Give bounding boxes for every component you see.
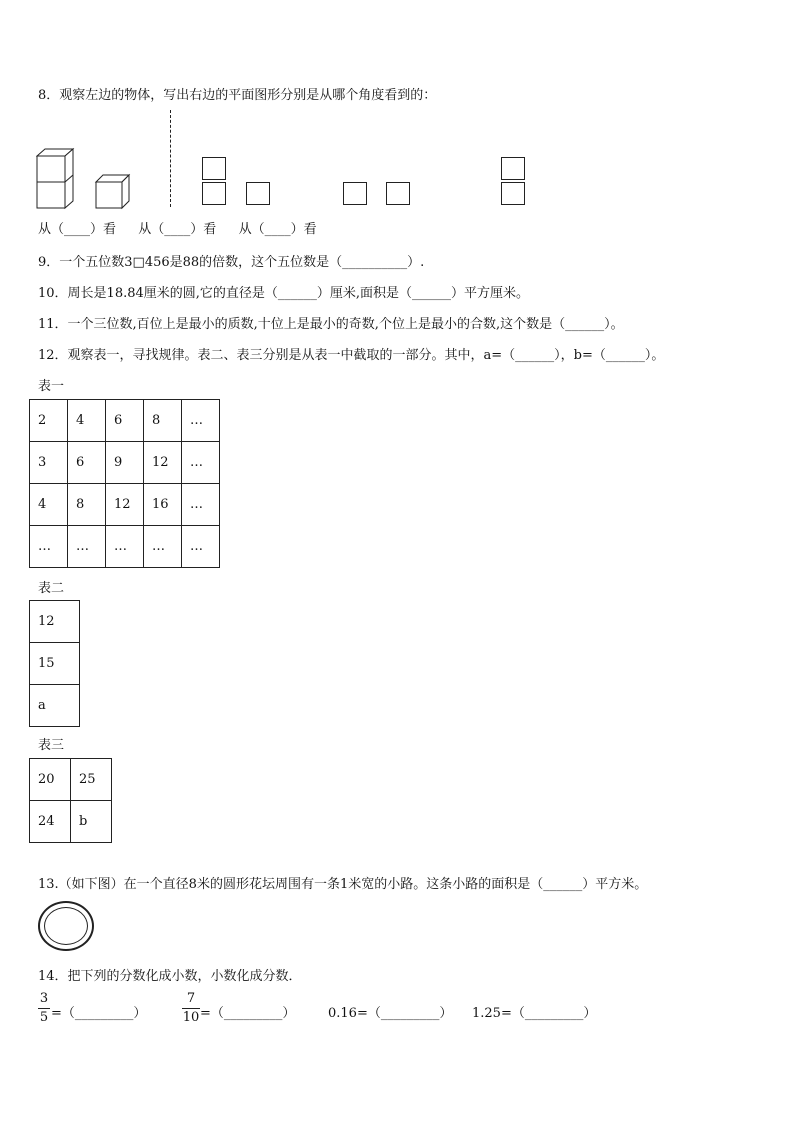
- table3: [29, 758, 112, 843]
- view2-square-left: [343, 182, 367, 205]
- table1-cell: 12: [106, 484, 144, 526]
- q14-answer-3: 0.16=（_________）: [328, 1006, 453, 1021]
- q8-answer-labels: [38, 218, 317, 237]
- table1-cell: …: [182, 442, 220, 484]
- view3-square-bottom: [501, 182, 525, 205]
- divider-dashed-line: [170, 110, 171, 207]
- single-cube: [96, 175, 129, 208]
- fraction-7-10: [182, 991, 200, 1026]
- question-8-text: 8．观察左边的物体，写出右边的平面图形分别是从哪个角度看到的：: [38, 88, 437, 103]
- view1-square-bottom: [202, 182, 226, 205]
- table1-cell: 16: [144, 484, 182, 526]
- q8-label-2: 从（____）看: [138, 222, 217, 237]
- fraction-numerator: 7: [186, 991, 196, 1006]
- table1-cell: 8: [68, 484, 106, 526]
- stacked-cubes-figure: [36, 146, 136, 210]
- table3-cell: 25: [71, 759, 112, 801]
- table1-cell: …: [30, 526, 68, 568]
- q8-label-1: 从（____）看: [38, 222, 117, 237]
- question-9-text: 9．一个五位数3□456是88的倍数，这个五位数是（__________）.: [38, 255, 425, 270]
- fraction-denominator: 5: [39, 1010, 49, 1025]
- table1-title: 表一: [38, 379, 65, 394]
- table3-cell: b: [71, 801, 112, 843]
- table1-cell: 6: [106, 400, 144, 442]
- table3-cell: 20: [30, 759, 71, 801]
- table1-cell: …: [68, 526, 106, 568]
- fraction-numerator: 3: [39, 991, 49, 1006]
- table1-cell: 6: [68, 442, 106, 484]
- table1-cell: …: [106, 526, 144, 568]
- table2-cell: 12: [30, 601, 80, 643]
- table1-cell: …: [182, 526, 220, 568]
- table1-cell: …: [182, 484, 220, 526]
- q14-answer-4: 1.25=（_________）: [472, 1006, 597, 1021]
- table1-cell: 8: [144, 400, 182, 442]
- table3-title: 表三: [38, 738, 65, 753]
- flowerbed-inner-circle: [44, 907, 88, 945]
- fraction-bar: [38, 1008, 50, 1009]
- question-13-text: 13.（如下图）在一个直径8米的圆形花坛周围有一条1米宽的小路。这条小路的面积是（______）平方米。: [38, 877, 648, 892]
- table1-cell: …: [182, 400, 220, 442]
- view1-square-right: [246, 182, 270, 205]
- table1-cell: …: [144, 526, 182, 568]
- question-10-text: 10．周长是18.84厘米的圆,它的直径是（______）厘米,面积是（______）平方厘米。: [38, 286, 530, 301]
- table1-cell: 3: [30, 442, 68, 484]
- table1: [29, 399, 220, 568]
- table2-cell: a: [30, 685, 80, 727]
- table1-cell: 12: [144, 442, 182, 484]
- table2-title: 表二: [38, 581, 65, 596]
- fraction-denominator: 10: [182, 1010, 200, 1025]
- q14-answer-2: =（_________）: [200, 1006, 296, 1021]
- q14-answer-1: =（_________）: [51, 1006, 147, 1021]
- table1-cell: 9: [106, 442, 144, 484]
- view1-square-top: [202, 157, 226, 180]
- cube-column: [37, 149, 73, 208]
- table3-cell: 24: [30, 801, 71, 843]
- question-12-text: 12．观察表一，寻找规律。表二、表三分别是从表一中截取的一部分。其中，a=（______），b=（______）。: [38, 348, 665, 363]
- table2: [29, 600, 80, 727]
- fraction-bar: [182, 1008, 200, 1009]
- view3-square-top: [501, 157, 525, 180]
- table1-cell: 2: [30, 400, 68, 442]
- question-14-text: 14．把下列的分数化成小数，小数化成分数．: [38, 969, 302, 984]
- view2-square-right: [386, 182, 410, 205]
- q8-label-3: 从（____）看: [238, 222, 317, 237]
- table1-cell: 4: [68, 400, 106, 442]
- fraction-3-5: [38, 991, 50, 1026]
- table2-cell: 15: [30, 643, 80, 685]
- table1-cell: 4: [30, 484, 68, 526]
- question-11-text: 11．一个三位数,百位上是最小的质数,十位上是最小的奇数,个位上是最小的合数,这个数是（______）。: [38, 317, 624, 332]
